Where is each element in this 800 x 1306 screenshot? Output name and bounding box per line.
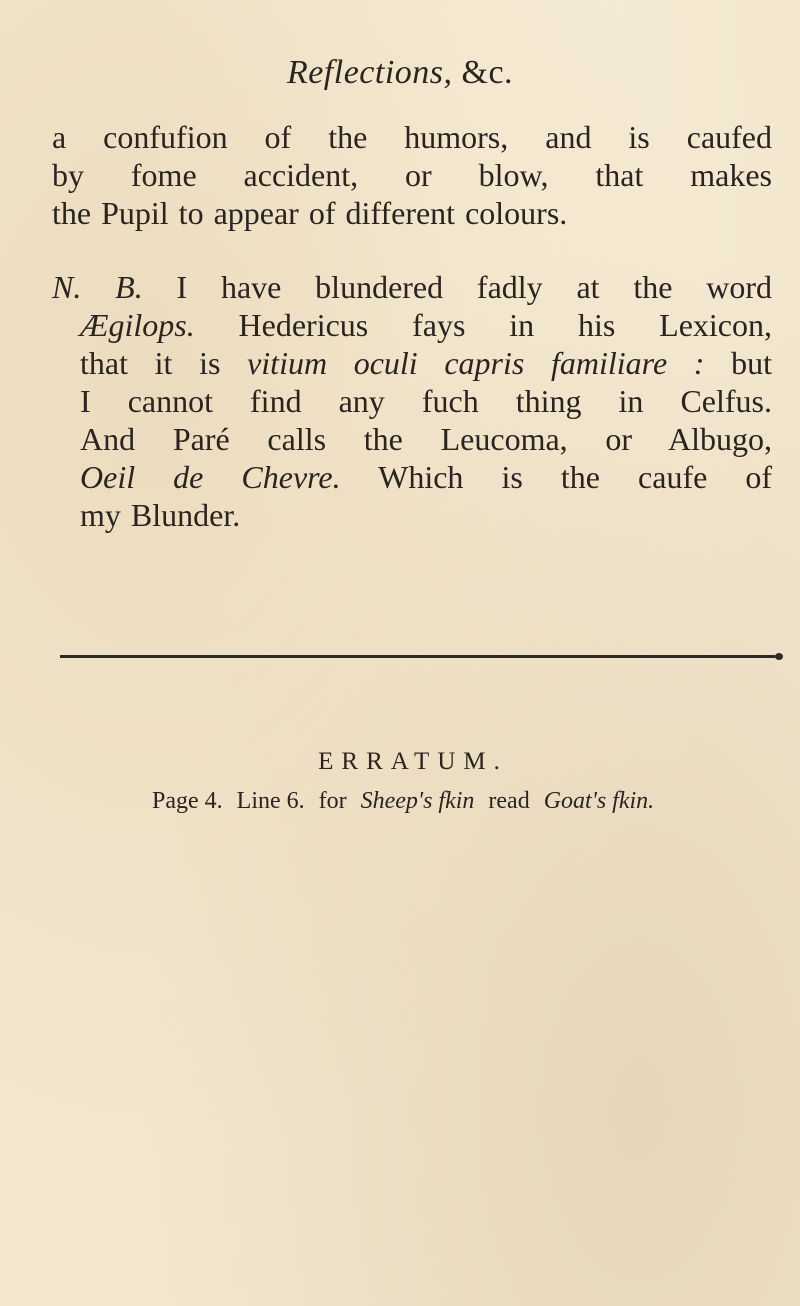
text-span: I have blundered fadly at the word — [176, 269, 773, 305]
header-title: Reflections, — [286, 54, 453, 91]
erratum-right: Goat's fkin. — [543, 788, 655, 814]
text-line — [52, 268, 772, 306]
erratum-page: Page 4. — [152, 788, 223, 814]
nota-bene-paragraph — [52, 268, 772, 534]
erratum-entry — [152, 788, 662, 815]
text-line — [52, 344, 772, 382]
text-line: a confufion of the humors, and is caufed — [52, 119, 772, 155]
erratum-read: read — [488, 788, 530, 814]
erratum-heading: ERRATUM. — [318, 748, 508, 775]
text-line: And Paré calls the Leucoma, or Albugo, — [80, 421, 772, 457]
text-line — [52, 458, 772, 496]
text-span: Hedericus fays in his Lexicon, — [238, 307, 773, 343]
header-suffix: &c. — [461, 54, 514, 91]
text-span: but — [731, 345, 773, 381]
french-term: Oeil de Chevre. — [80, 459, 341, 495]
text-line: by fome accident, or blow, that makes — [52, 157, 772, 193]
text-line — [52, 306, 772, 344]
term-aegilops: Ægilops. — [80, 307, 195, 343]
nb-label: N. B. — [52, 269, 143, 305]
paragraph-continuation — [52, 118, 772, 232]
erratum-line-ref: Line 6. — [236, 788, 305, 814]
erratum-wrong: Sheep's fkin — [360, 788, 475, 814]
text-line: my Blunder. — [80, 497, 241, 533]
erratum-for: for — [318, 788, 347, 814]
text-span: Which is the caufe of — [378, 459, 773, 495]
running-header — [0, 54, 800, 92]
latin-quote: vitium oculi capris familiare : — [247, 345, 705, 381]
text-line: I cannot find any fuch thing in Celfus. — [80, 383, 772, 419]
text-line: the Pupil to appear of different colours. — [52, 195, 568, 231]
horizontal-rule — [60, 655, 775, 658]
text-span: that it is — [80, 345, 221, 381]
